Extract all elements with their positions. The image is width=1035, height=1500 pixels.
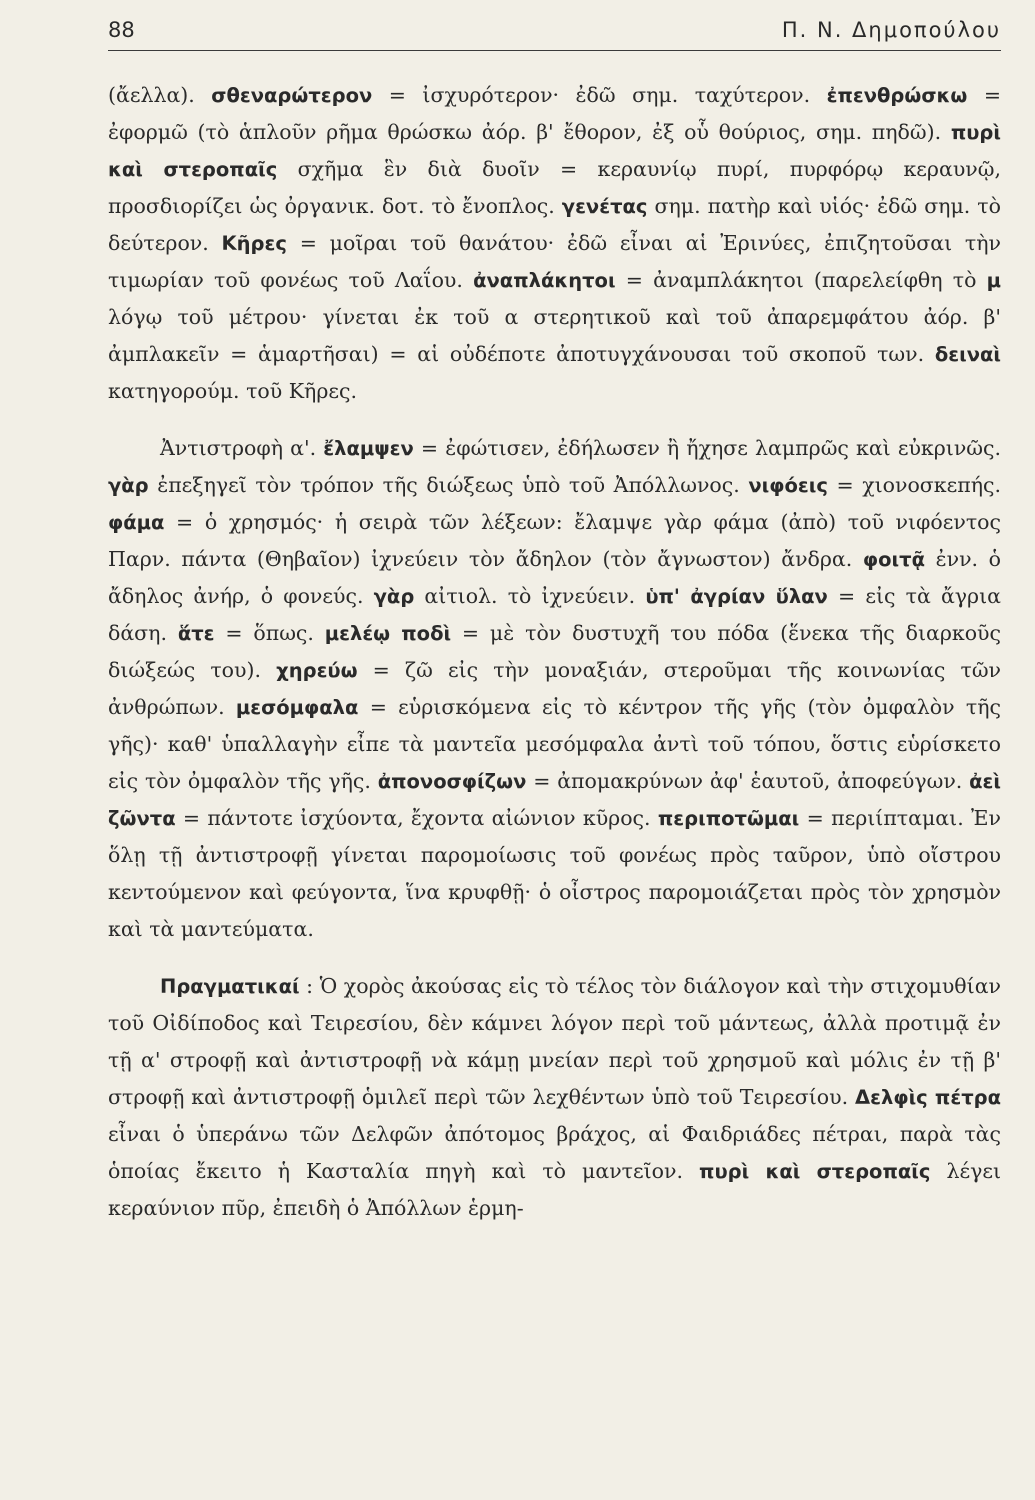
- lemma-term: ὑπ' ἀγρίαν ὕλαν: [645, 585, 828, 608]
- text-run: = ὁ χρησμός· ἡ σειρὰ τῶν λέξεων: ἔλαμψε γὰρ φάμα (ἀπὸ) τοῦ νιφόεντος Παρν. πάντα (Θηβαῖον) ἰχνεύειν τὸν ἄδηλον (τὸν ἄγνωστον) ἄνδρα.: [108, 510, 1001, 571]
- text-run: = μοῖραι τοῦ θανάτου· ἐδῶ εἶναι αἱ Ἐρινύες, ἐπιζητοῦσαι τὴν τιμωρίαν τοῦ φονέως τοῦ Λαΐου.: [108, 231, 1001, 292]
- text-run: σχῆμα ἓν διὰ δυοῖν = κεραυνίῳ πυρί, πυρφόρῳ κεραυνῷ, προσδιορίζει ὡς ὀργανικ. δοτ. τὸ ἔνοπλος.: [108, 157, 1001, 218]
- text-run: = ἀναμπλάκητοι (παρελείφθη τὸ: [615, 268, 987, 292]
- text-run: = εἰς τὰ ἄγρια δάση.: [108, 584, 1001, 645]
- running-head-author: Π. Ν. Δημοπούλου: [781, 18, 1001, 42]
- lemma-term: γενέτας: [561, 195, 648, 218]
- lemma-term: μ: [986, 269, 1002, 292]
- page-header: [108, 18, 1001, 51]
- lemma-term: μεσόμφαλα: [235, 696, 359, 719]
- text-run: λέγει κεραύνιον πῦρ, ἐπειδὴ ὁ Ἀπόλλων ἑρμη-: [108, 1159, 1001, 1220]
- text-run: = περιίπταμαι. Ἐν ὅλῃ τῇ ἀντιστροφῇ γίνεται παρομοίωσις τοῦ φονέως πρὸς ταῦρον, ὑπὸ οἴστρου κεντούμενον καὶ φεύγοντα, ἵνα κρυφθῇ· ὁ οἶστρος παρομοιάζεται πρὸς τὸν χρησμὸν καὶ τὰ μαντεύματα.: [108, 806, 1001, 941]
- text-run: = ἰσχυρότερον· ἐδῶ σημ. ταχύτερον.: [372, 83, 827, 107]
- text-run: Ἀντιστροφὴ α'.: [160, 436, 324, 460]
- page-number: 88: [108, 18, 135, 42]
- paragraph-3: [108, 968, 1001, 1227]
- text-run: λόγῳ τοῦ μέτρου· γίνεται ἐκ τοῦ α στερητικοῦ καὶ τοῦ ἀπαρεμφάτου ἀόρ. β' ἀμπλακεῖν = ἁμαρτῆσαι) = αἱ οὐδέποτε ἀποτυγχάνουσαι τοῦ σκοποῦ των.: [108, 305, 1001, 366]
- lemma-term: φοιτᾷ: [862, 548, 925, 571]
- page-body: [108, 77, 1001, 1227]
- lemma-term: ἀπονοσφίζων: [377, 770, 527, 793]
- text-run: = πάντοτε ἰσχύοντα, ἔχοντα αἰώνιον κῦρος.: [175, 806, 658, 830]
- lemma-term: Πραγματικαί: [160, 975, 300, 998]
- text-run: = ἀπομακρύνων ἀφ' ἑαυτοῦ, ἀποφεύγων.: [526, 769, 970, 793]
- text-run: = μὲ τὸν δυστυχῆ του πόδα (ἕνεκα τῆς διαρκοῦς διώξεώς του).: [108, 621, 1001, 682]
- lemma-term: πυρὶ καὶ στεροπαῖς: [108, 121, 1001, 181]
- text-run: = ὅπως.: [214, 621, 325, 645]
- lemma-term: φάμα: [108, 511, 165, 534]
- lemma-term: ἅτε: [177, 622, 215, 645]
- lemma-term: ἔλαμψεν: [323, 437, 414, 460]
- text-run: εἶναι ὁ ὑπεράνω τῶν Δελφῶν ἀπότομος βράχος, αἱ Φαιδριάδες πέτραι, παρὰ τὰς ὁποίας ἔκειτο ἡ Κασταλία πηγὴ καὶ τὸ μαντεῖον.: [108, 1122, 1001, 1183]
- lemma-term: γὰρ: [108, 474, 149, 497]
- text-run: ἐπεξηγεῖ τὸν τρόπον τῆς διώξεως ὑπὸ τοῦ Ἀπόλλωνος.: [148, 473, 749, 497]
- text-run: : Ὁ χορὸς ἀκούσας εἰς τὸ τέλος τὸν διάλογον καὶ τὴν στιχομυθίαν τοῦ Οἰδίποδος καὶ Τειρεσίου, δὲν κάμνει λόγον περὶ τοῦ μάντεως, ἀλλὰ προτιμᾷ ἐν τῇ α' στροφῇ καὶ ἀντιστροφῇ νὰ κάμῃ μνείαν περὶ τοῦ χρησμοῦ καὶ μόλις ἐν τῇ β' στροφῇ καὶ ἀντιστροφῇ ὁμιλεῖ περὶ τῶν λεχθέντων ὑπὸ τοῦ Τειρεσίου.: [108, 974, 1001, 1109]
- text-run: = ζῶ εἰς τὴν μοναξιάν, στεροῦμαι τῆς κοινωνίας τῶν ἀνθρώπων.: [108, 658, 1001, 719]
- paragraph-1: [108, 77, 1001, 410]
- lemma-term: ἀεὶ ζῶντα: [108, 770, 1001, 830]
- text-run: = εὑρισκόμενα εἰς τὸ κέντρον τῆς γῆς (τὸν ὀμφαλὸν τῆς γῆς)· καθ' ὑπαλλαγὴν εἶπε τὰ μαντεῖα μεσόμφαλα ἀντὶ τοῦ τόπου, ὅστις εὑρίσκετο εἰς τὸν ὀμφαλὸν τῆς γῆς.: [108, 695, 1001, 793]
- lemma-term: δειναὶ: [934, 343, 1001, 366]
- text-run: (ἄελλα).: [108, 83, 212, 107]
- text-run: σημ. πατὴρ καὶ υἱός· ἐδῶ σημ. τὸ δεύτερον.: [108, 194, 1001, 255]
- text-run: κατηγορούμ. τοῦ Κῆρες.: [108, 379, 358, 403]
- lemma-term: Δελφὶς πέτρα: [855, 1086, 1001, 1109]
- lemma-term: γὰρ: [373, 585, 415, 608]
- text-run: = χιονοσκεπής.: [827, 473, 1001, 497]
- lemma-term: ἐπενθρώσκω: [826, 84, 968, 107]
- paragraph-2: [108, 430, 1001, 948]
- lemma-term: Κῆρες: [221, 232, 287, 255]
- text-run: αἰτιολ. τὸ ἰχνεύειν.: [414, 584, 646, 608]
- text-run: = ἐφορμῶ (τὸ ἁπλοῦν ρῆμα θρώσκω ἀόρ. β' ἔθορον, ἐξ οὗ θούριος, σημ. πηδῶ).: [108, 83, 1001, 144]
- lemma-term: νιφόεις: [748, 474, 828, 497]
- text-run: ἐνν. ὁ ἄδηλος ἀνήρ, ὁ φονεύς.: [108, 547, 1001, 608]
- lemma-term: μελέῳ ποδὶ: [324, 622, 452, 645]
- lemma-term: πυρὶ καὶ στεροπαῖς: [699, 1160, 931, 1183]
- lemma-term: ἀναπλάκητοι: [473, 269, 616, 292]
- lemma-term: περιποτῶμαι: [657, 807, 800, 830]
- lemma-term: σθεναρώτερον: [211, 84, 373, 107]
- lemma-term: χηρεύω: [276, 659, 358, 682]
- text-run: = ἐφώτισεν, ἐδήλωσεν ἢ ἤχησε λαμπρῶς καὶ εὐκρινῶς.: [413, 436, 1001, 460]
